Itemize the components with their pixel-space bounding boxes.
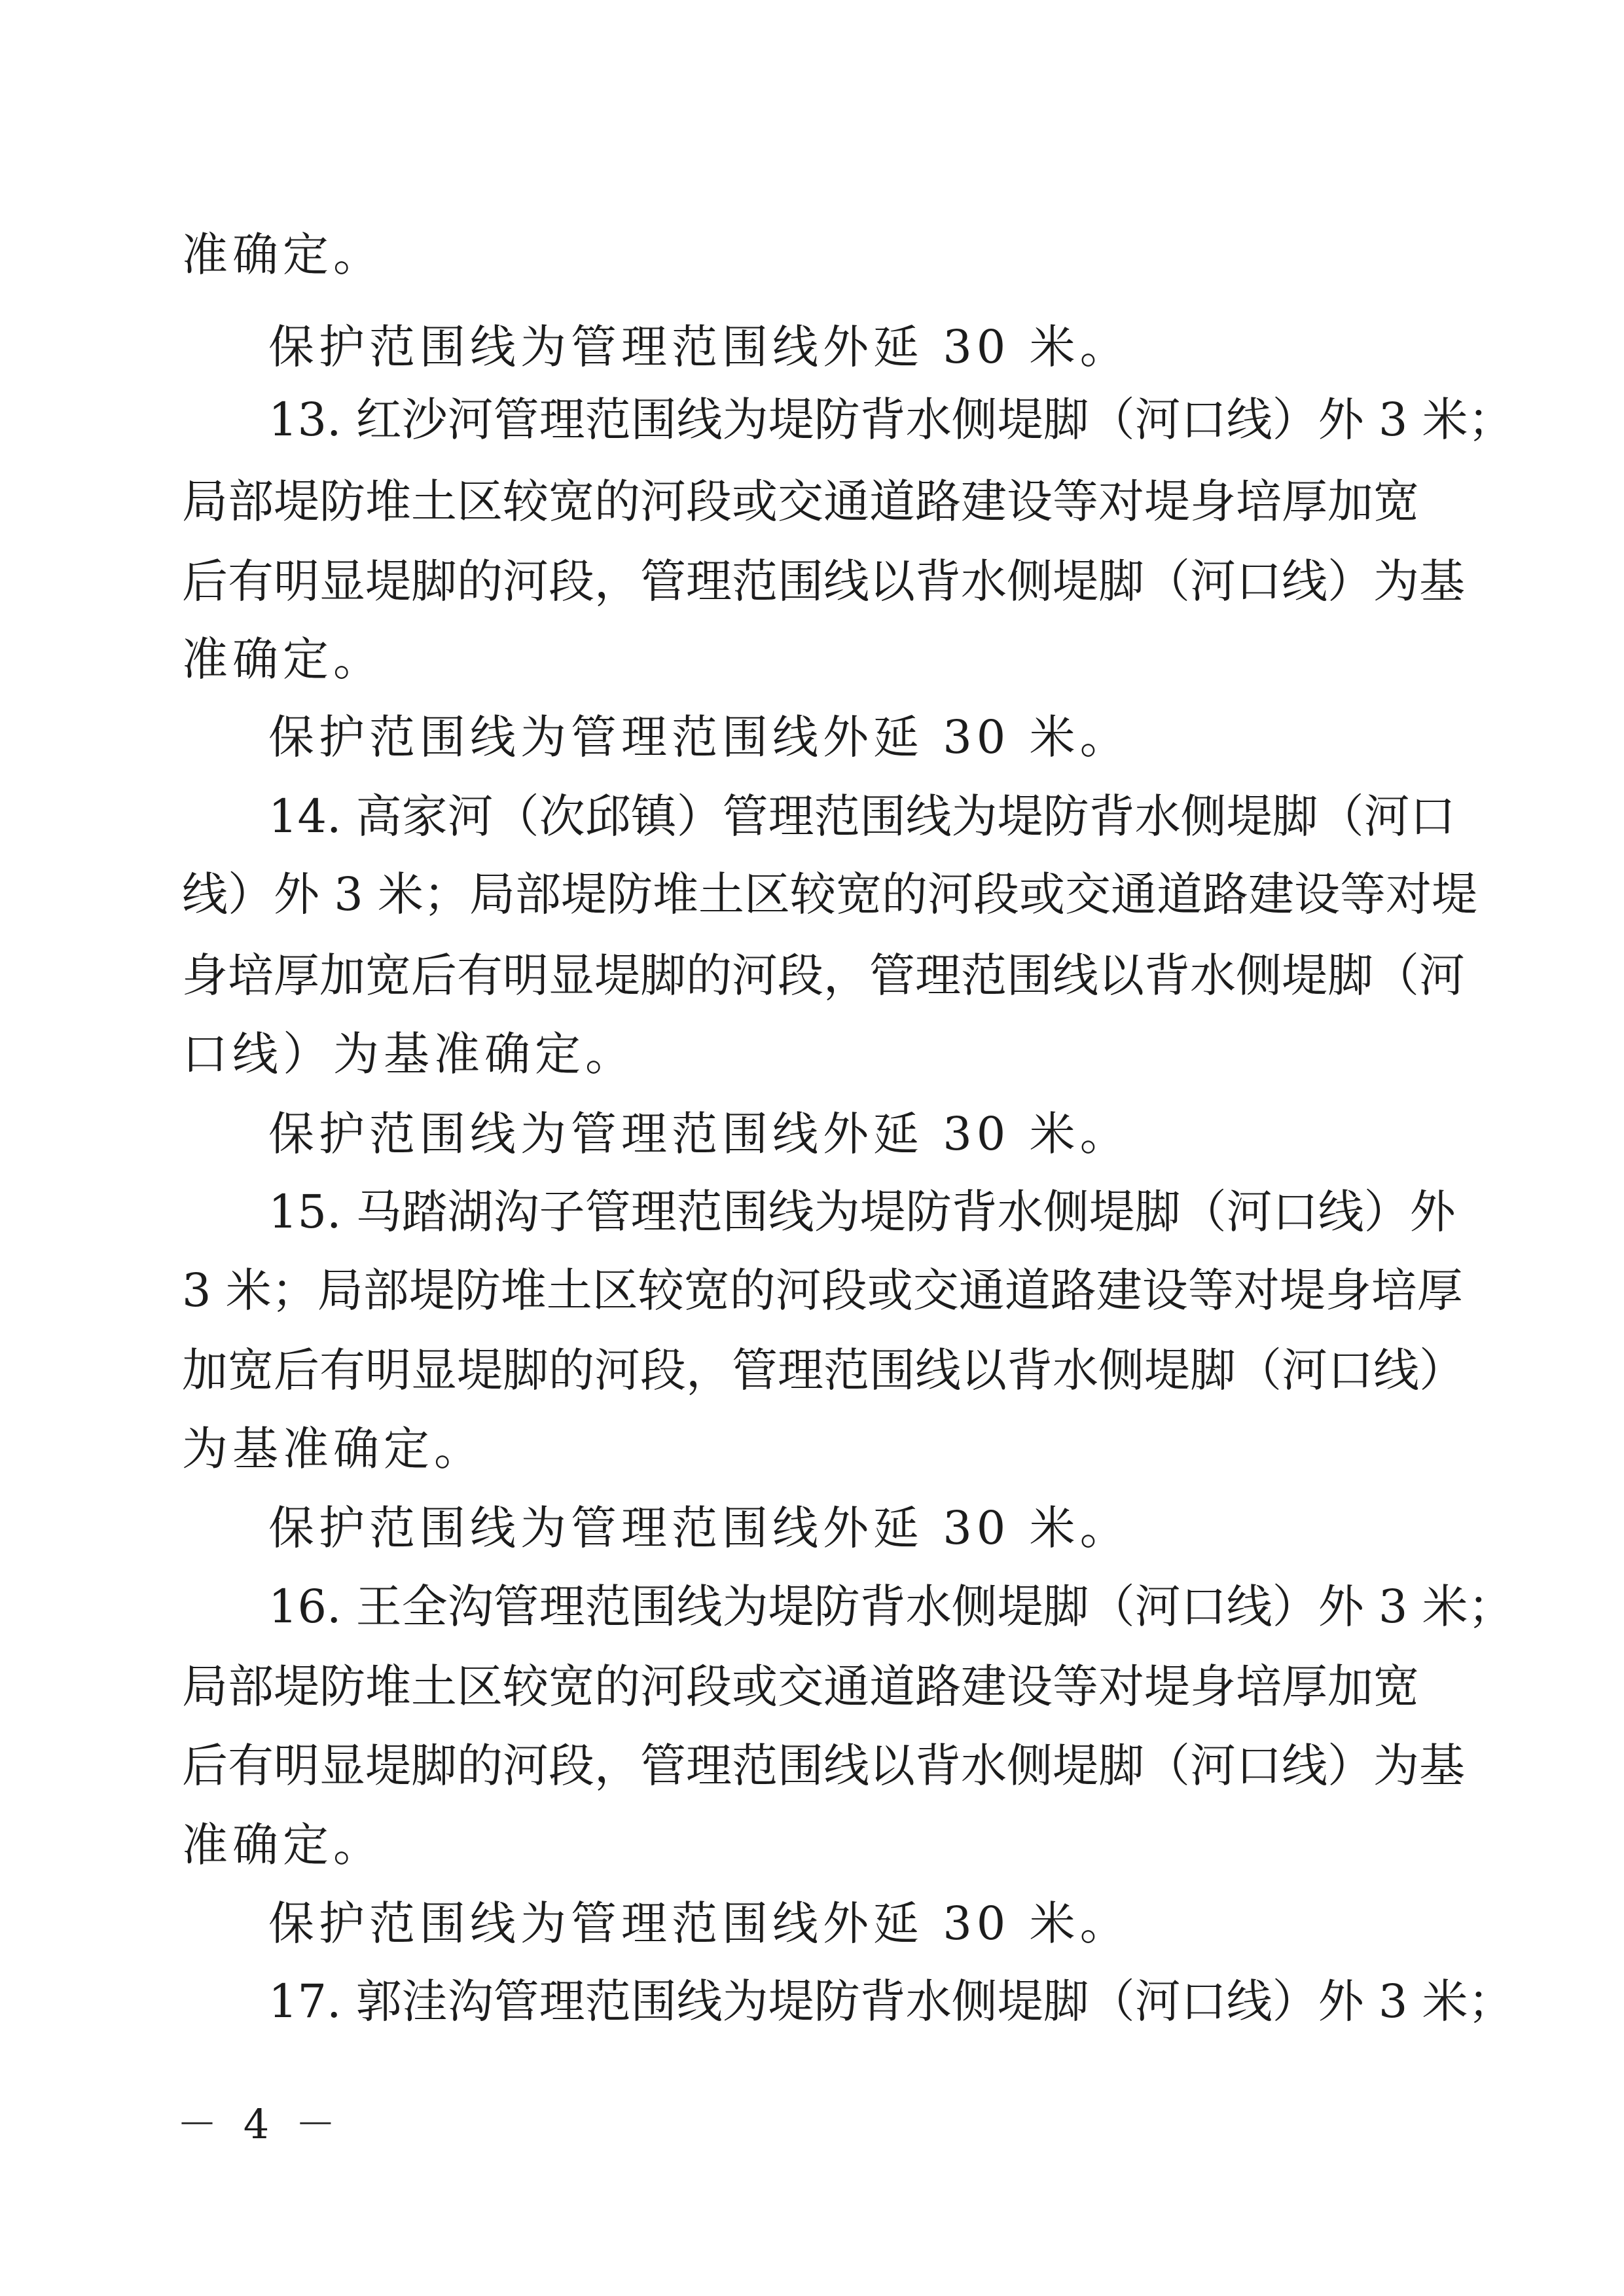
- text-line: 线）外 3 米；局部堤防堆土区较宽的河段或交通道路建设等对堤: [182, 867, 1478, 921]
- text-line: 为基准确定。: [182, 1422, 484, 1476]
- text-line: 14. 高家河（次邱镇）管理范围线为堤防背水侧堤脚（河口: [268, 790, 1456, 843]
- text-line: 后有明显堤脚的河段，管理范围线以背水侧堤脚（河口线）为基: [182, 1739, 1465, 1793]
- text-line: 加宽后有明显堤脚的河段，管理范围线以背水侧堤脚（河口线）: [182, 1343, 1465, 1397]
- text-line: 后有明显堤脚的河段，管理范围线以背水侧堤脚（河口线）为基: [182, 555, 1465, 608]
- text-line: 保护范围线为管理范围线外延 30 米。: [268, 1501, 1130, 1555]
- text-line: 身培厚加宽后有明显堤脚的河段，管理范围线以背水侧堤脚（河: [182, 949, 1465, 1002]
- text-line: 17. 郭洼沟管理范围线为堤防背水侧堤脚（河口线）外 3 米；: [268, 1975, 1514, 2028]
- text-line: 准确定。: [182, 228, 384, 282]
- text-line: 16. 王全沟管理范围线为堤防背水侧堤脚（河口线）外 3 米；: [268, 1580, 1514, 1633]
- text-line: 保护范围线为管理范围线外延 30 米。: [268, 1897, 1130, 1950]
- text-line: 3 米；局部堤防堆土区较宽的河段或交通道路建设等对堤身培厚: [182, 1264, 1463, 1317]
- text-line: 准确定。: [182, 1818, 384, 1872]
- text-line: 13. 红沙河管理范围线为堤防背水侧堤脚（河口线）外 3 米；: [268, 393, 1514, 446]
- text-line: 保护范围线为管理范围线外延 30 米。: [268, 320, 1130, 374]
- text-line: 15. 马踏湖沟子管理范围线为堤防背水侧堤脚（河口线）外: [268, 1185, 1456, 1239]
- text-line: 准确定。: [182, 632, 384, 686]
- text-line: 口线）为基准确定。: [182, 1027, 636, 1081]
- text-line: 局部堤防堆土区较宽的河段或交通道路建设等对堤身培厚加宽: [182, 475, 1419, 528]
- text-line: 保护范围线为管理范围线外延 30 米。: [268, 710, 1130, 764]
- text-line: 保护范围线为管理范围线外延 30 米。: [268, 1107, 1130, 1161]
- page-number: － 4 －: [177, 2100, 342, 2148]
- text-line: 局部堤防堆土区较宽的河段或交通道路建设等对堤身培厚加宽: [182, 1660, 1419, 1713]
